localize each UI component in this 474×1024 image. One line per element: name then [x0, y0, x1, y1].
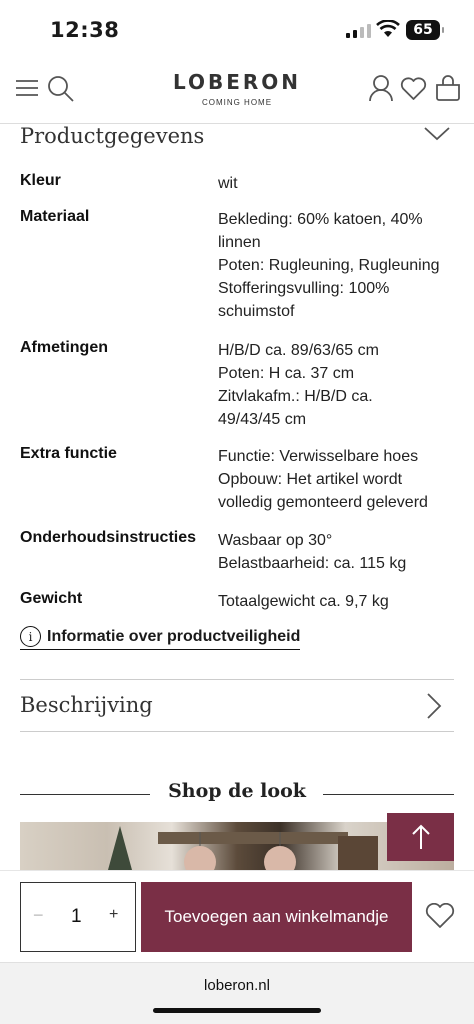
- detail-label: Kleur: [20, 172, 61, 189]
- detail-line: Opbouw: Het artikel wordt: [218, 471, 403, 488]
- section-title-beschrijving[interactable]: Beschrijving: [20, 693, 153, 717]
- detail-line: volledig gemonteerd geleverd: [218, 494, 428, 511]
- detail-line: Wasbaar op 30°: [218, 532, 333, 549]
- home-indicator[interactable]: [153, 1008, 321, 1013]
- detail-value: [218, 590, 458, 613]
- shop-the-look-title: Shop de look: [168, 780, 306, 802]
- chevron-down-icon[interactable]: [423, 126, 451, 142]
- signal-icon: [346, 22, 371, 38]
- detail-value: [218, 339, 458, 431]
- status-bar: [0, 0, 474, 62]
- detail-line: Totaalgewicht ca. 9,7 kg: [218, 593, 389, 610]
- detail-line: Functie: Verwisselbare hoes: [218, 448, 419, 465]
- detail-line: Bekleding: 60% katoen, 40%: [218, 211, 423, 228]
- detail-value: [218, 445, 458, 514]
- wishlist-heart-icon[interactable]: [425, 903, 455, 929]
- detail-line: H/B/D ca. 89/63/65 cm: [218, 342, 379, 359]
- battery-icon: [406, 20, 440, 40]
- arrow-up-icon: [411, 823, 431, 851]
- detail-line: Poten: H ca. 37 cm: [218, 365, 355, 382]
- detail-label: Extra functie: [20, 445, 117, 462]
- quantity-stepper[interactable]: [20, 882, 136, 952]
- product-safety-link[interactable]: [20, 626, 300, 650]
- add-to-cart-bar: [0, 870, 474, 962]
- detail-line: Stofferingsvulling: 100%: [218, 280, 390, 297]
- cart-icon[interactable]: [434, 74, 462, 102]
- detail-line: Zitvlakafm.: H/B/D ca.: [218, 388, 373, 405]
- detail-line: Belastbaarheid: ca. 115 kg: [218, 555, 407, 572]
- detail-value: [218, 172, 458, 195]
- detail-label: Materiaal: [20, 208, 90, 225]
- detail-line: 49/43/45 cm: [218, 411, 307, 428]
- divider: [20, 679, 454, 680]
- divider: [323, 794, 454, 795]
- detail-label: Afmetingen: [20, 339, 108, 356]
- browser-address-bar[interactable]: [0, 962, 474, 1024]
- detail-line: Poten: Rugleuning, Rugleuning: [218, 257, 440, 274]
- chevron-right-icon[interactable]: [426, 692, 442, 720]
- site-header: [0, 62, 474, 124]
- scroll-to-top-button[interactable]: [387, 813, 454, 861]
- detail-label: Onderhoudsinstructies: [20, 529, 197, 546]
- product-safety-label: Informatie over productveiligheid: [47, 627, 301, 645]
- account-icon[interactable]: [368, 74, 394, 102]
- divider: [20, 731, 454, 732]
- detail-line: linnen: [218, 234, 261, 251]
- quantity-value[interactable]: 1: [71, 906, 82, 927]
- wifi-icon: [376, 20, 400, 38]
- section-title-productgegevens[interactable]: Productgegevens: [20, 124, 205, 148]
- wishlist-icon[interactable]: [400, 77, 427, 101]
- info-icon: i: [20, 626, 41, 647]
- detail-value: [218, 529, 458, 575]
- detail-line: wit: [218, 175, 238, 192]
- quantity-decrease-button[interactable]: −: [33, 905, 44, 925]
- detail-value: [218, 208, 458, 323]
- browser-url[interactable]: loberon.nl: [204, 977, 270, 994]
- battery-level: 65: [413, 22, 433, 38]
- status-time: 12:38: [50, 18, 120, 42]
- add-to-cart-button[interactable]: Toevoegen aan winkelmandje: [141, 882, 412, 952]
- detail-label: Gewicht: [20, 590, 83, 607]
- detail-line: schuimstof: [218, 303, 295, 320]
- brand-name: LOBERON: [172, 70, 302, 94]
- quantity-increase-button[interactable]: +: [109, 906, 119, 923]
- brand-tagline: COMING HOME: [201, 98, 273, 107]
